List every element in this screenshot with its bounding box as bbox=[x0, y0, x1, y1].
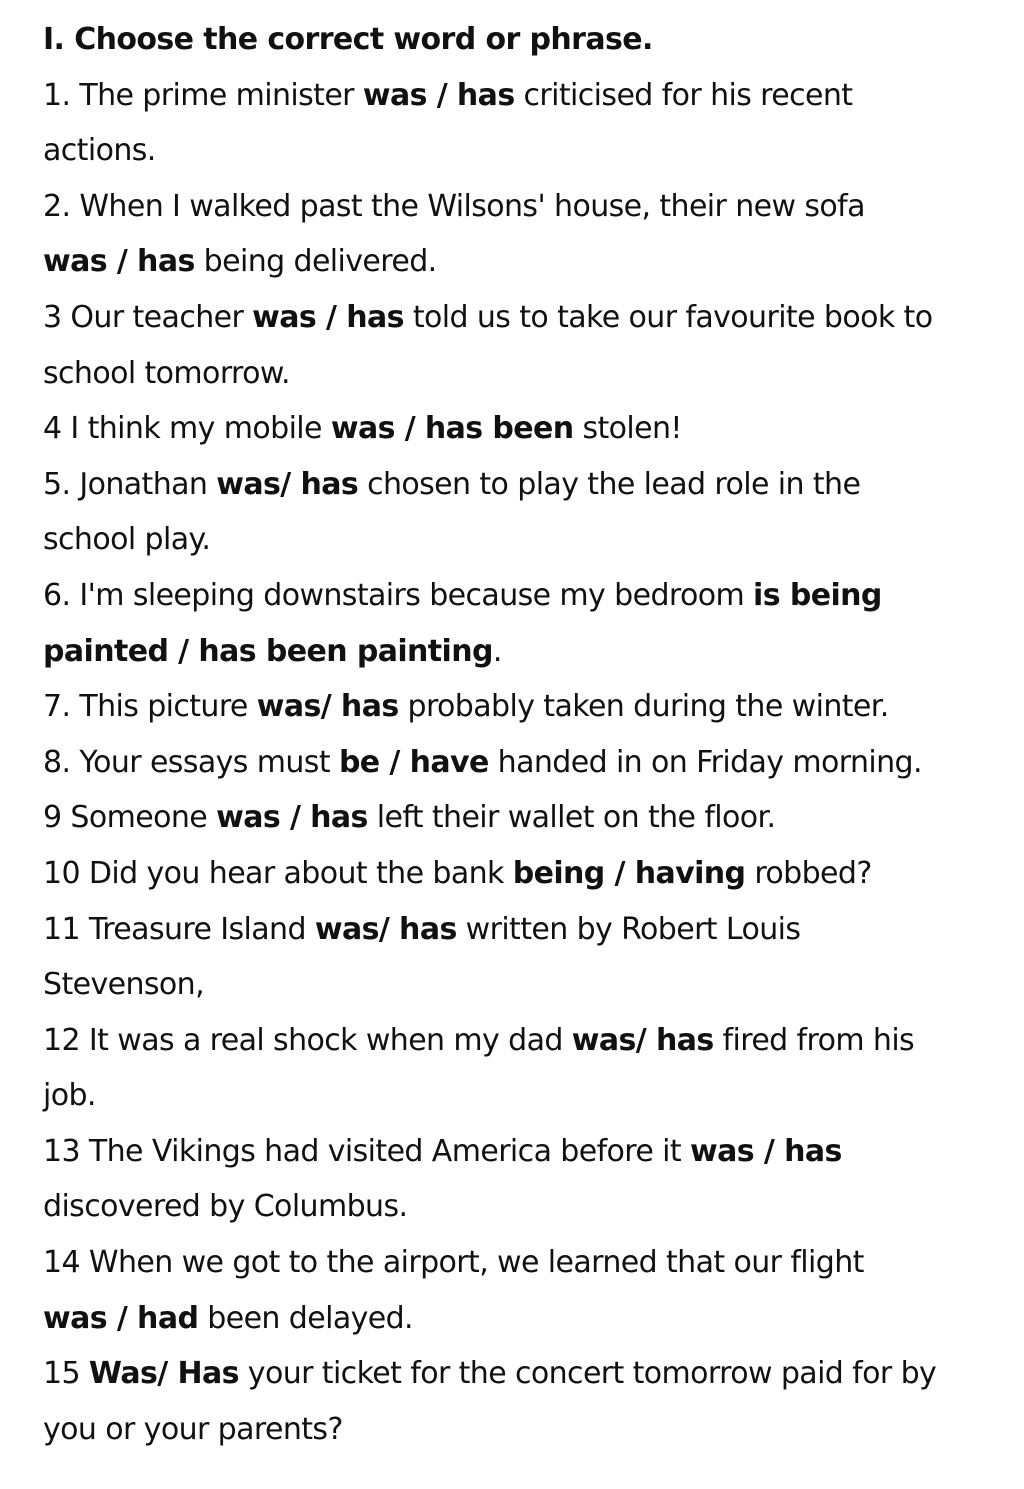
exercise-line bbox=[43, 401, 984, 457]
answer-options: painted / has been painting bbox=[43, 633, 493, 669]
exercise-line bbox=[43, 1402, 984, 1458]
sentence-text: stolen! bbox=[573, 411, 682, 447]
sentence-text: job. bbox=[43, 1078, 96, 1114]
sentence-text: 5. Jonathan bbox=[43, 466, 217, 502]
sentence-text: being delivered. bbox=[194, 244, 437, 280]
answer-options: being / having bbox=[512, 855, 746, 891]
answer-options: was / has bbox=[362, 77, 515, 113]
sentence-text: 6. I'm sleeping downstairs because my bedroom bbox=[43, 577, 754, 613]
answer-options: be / have bbox=[338, 744, 489, 780]
sentence-text: school tomorrow. bbox=[43, 355, 290, 391]
answer-options: was / has bbox=[690, 1133, 842, 1169]
exercise-line bbox=[43, 568, 984, 624]
answer-options: was / has been bbox=[330, 411, 574, 447]
sentence-text: 11 Treasure Island bbox=[43, 911, 315, 947]
exercise-line bbox=[43, 290, 984, 346]
answer-options: Was/ Has bbox=[88, 1356, 239, 1392]
exercise-line bbox=[43, 68, 984, 124]
exercise-line bbox=[43, 1346, 984, 1402]
sentence-text: 15 bbox=[43, 1356, 89, 1392]
answer-options: was/ has bbox=[314, 911, 457, 947]
exercise-line bbox=[43, 1291, 984, 1347]
sentence-text: discovered by Columbus. bbox=[43, 1189, 408, 1225]
exercise-line bbox=[43, 1179, 984, 1235]
exercise-line bbox=[43, 179, 984, 235]
exercise-line bbox=[43, 123, 984, 179]
sentence-text: 7. This picture bbox=[43, 689, 257, 725]
sentence-text: you or your parents? bbox=[43, 1411, 343, 1447]
sentence-text: chosen to play the lead role in the bbox=[358, 466, 861, 502]
sentence-text: 14 When we got to the airport, we learned that our flight bbox=[43, 1245, 864, 1281]
exercise-line bbox=[43, 957, 984, 1013]
exercise-line bbox=[43, 902, 984, 958]
exercise-line bbox=[43, 234, 984, 290]
answer-options: was / has bbox=[43, 244, 195, 280]
exercise-line bbox=[43, 679, 984, 735]
sentence-text: Stevenson, bbox=[43, 967, 205, 1003]
answer-options: was / has bbox=[252, 299, 404, 335]
exercise-line bbox=[43, 1235, 984, 1291]
sentence-text: been delayed. bbox=[198, 1300, 413, 1336]
sentence-text: probably taken during the winter. bbox=[398, 689, 889, 725]
sentence-text: 13 The Vikings had visited America before it bbox=[43, 1133, 691, 1169]
answer-options: was / had bbox=[43, 1300, 199, 1336]
sentence-text: written by Robert Louis bbox=[456, 911, 801, 947]
answer-options: was/ has bbox=[256, 689, 399, 725]
sentence-text: fired from his bbox=[713, 1022, 915, 1058]
sentence-text: 8. Your essays must bbox=[43, 744, 339, 780]
exercise-line bbox=[43, 624, 984, 680]
exercise-line bbox=[43, 1013, 984, 1069]
sentence-text: 12 It was a real shock when my dad bbox=[43, 1022, 572, 1058]
exercise-line bbox=[43, 457, 984, 513]
sentence-text: robbed? bbox=[745, 855, 872, 891]
sentence-text: 4 I think my mobile bbox=[43, 411, 331, 447]
sentence-text: 1. The prime minister bbox=[43, 77, 363, 113]
answer-options: was/ has bbox=[216, 466, 359, 502]
exercise-line bbox=[43, 512, 984, 568]
sentence-text: school play. bbox=[43, 522, 211, 558]
sentence-text: your ticket for the concert tomorrow paid for by bbox=[238, 1356, 937, 1392]
sentence-text: 2. When I walked past the Wilsons' house, their new sofa bbox=[43, 188, 865, 224]
exercise-line bbox=[43, 790, 984, 846]
exercise-title: I. Choose the correct word or phrase. bbox=[43, 22, 653, 57]
answer-options: was/ has bbox=[571, 1022, 714, 1058]
sentence-text: actions. bbox=[43, 133, 156, 169]
sentence-text: left their wallet on the floor. bbox=[367, 800, 776, 836]
exercise-line bbox=[43, 346, 984, 402]
answer-options: is being bbox=[753, 577, 882, 613]
sentence-text: told us to take our favourite book to bbox=[403, 299, 933, 335]
sentence-text: 9 Someone bbox=[43, 800, 217, 836]
exercise-line bbox=[43, 1068, 984, 1124]
exercise-line bbox=[43, 735, 984, 791]
sentence-text: handed in on Friday morning. bbox=[488, 744, 922, 780]
exercise-lines bbox=[43, 68, 984, 1458]
sentence-text: . bbox=[492, 633, 502, 669]
sentence-text: 10 Did you hear about the bank bbox=[43, 855, 513, 891]
answer-options: was / has bbox=[216, 800, 368, 836]
exercise-line bbox=[43, 846, 984, 902]
exercise-line bbox=[43, 1124, 984, 1180]
sentence-text: 3 Our teacher bbox=[43, 299, 253, 335]
sentence-text: criticised for his recent bbox=[514, 77, 853, 113]
